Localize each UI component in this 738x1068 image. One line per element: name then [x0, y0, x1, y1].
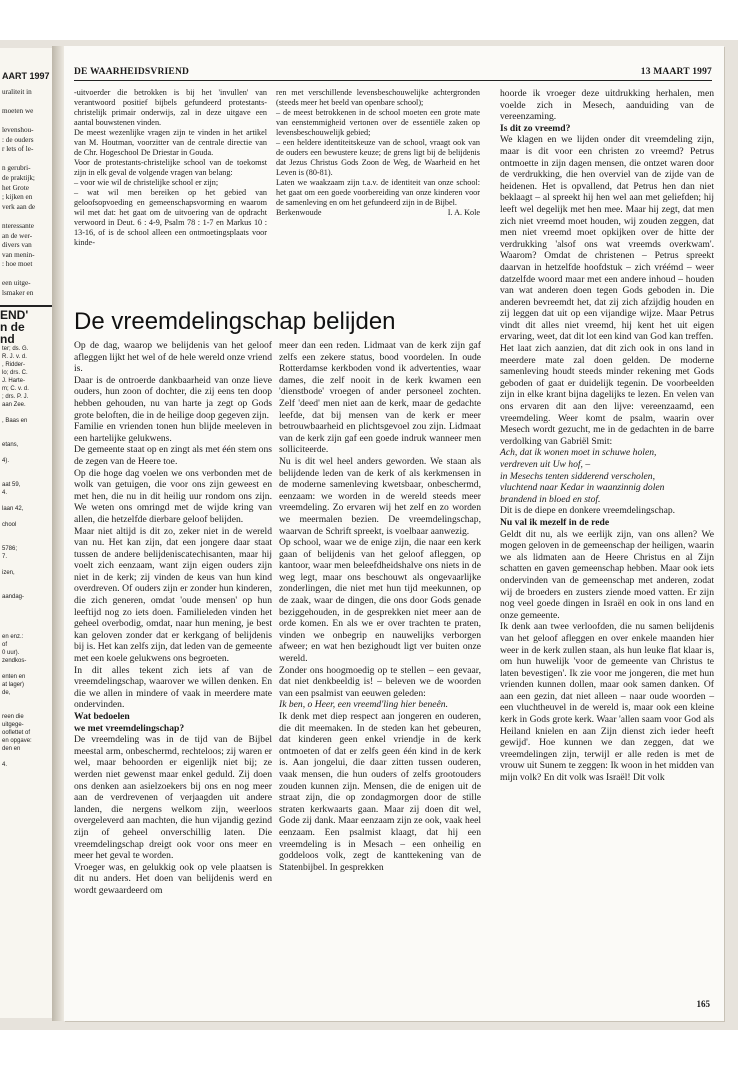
- paragraph: Geldt dit nu, als we eerlijk zijn, van ons allen? We mogen geloven in de gemeenschap der heiligen, waarin we als lidmaten aan de Heere Christus en al Zijn schatten en gaven gemeenschap hebben. Maar ook iets ondervinden van de gemeenschap met anderen, zodat wij de broeders en zusters ziende moed vatten. Er zijn nog veel goede dingen in Israël en ook in ons land en onze gemeente.: [500, 528, 714, 621]
- colophon-line: uitgege-: [2, 721, 24, 728]
- article-headline: De vreemdelingschap belijden: [74, 308, 396, 335]
- paragraph: De meest wezenlijke vragen zijn te vinden in het artikel van M. Houtman, voorzitter van de centrale directie van de Chr. Hogeschool De Driestar in Gouda.: [74, 128, 267, 157]
- section-subhead: Wat bedoelen we met vreemdelingschap?: [74, 711, 185, 734]
- paragraph: Laten we waakzaam zijn t.a.v. de identiteit van onze school: het gaat om een goede voorbereiding van onze kinderen voor de samenleving en om het gefundeerd zijn in de Bijbel.: [276, 178, 480, 207]
- colophon-line: [2, 585, 52, 593]
- colophon-line: [2, 425, 52, 433]
- colophon-line: m; C. v. d.: [2, 385, 29, 392]
- paragraph: – een heldere identiteitskeuze van de school, vraagt ook van de ouders een bewustere keuze; de grens ligt bij de belijdenis dat Jezus Christus Gods Zoon de Weg, de Waarheid en het Leven is (80-81).: [276, 138, 480, 177]
- colophon-line: zendkos-: [2, 657, 27, 664]
- left-page-text: [0, 88, 52, 299]
- left-page-line: verk aan de: [2, 202, 36, 211]
- colophon-line: [2, 409, 52, 417]
- paragraph: Nu is dit wel heel anders geworden. We staan als belijdende leden van de kerk of als kerkmensen in de moderne samenleving kwetsbaar, onbeschermd, eenzaam: we worden in de wereld steeds meer vreemdeling. Zo ervaren wij het zelf en zo worden we meermalen bezien. De vreemdelingschap, waarvan de Schrift spreekt, is voelbaar aanwezig.: [279, 455, 481, 537]
- colophon-line: [2, 665, 52, 673]
- paragraph: Ik denk aan twee verloofden, die nu samen belijdenis van het geloof afleggen en over enkele maanden hier weer in de kerk zullen staan, als hun leuke flat klaar is, om hun huwelijk 'voor de gemeente van Christus te laten bevestigen'. Ik zie voor me jongeren, die met hun vrienden kunnen dollen, maar ook samen danken. Of aan een gezin, dat niet alleen – naar oude woorden – een vluchtheuvel in de wereld is, maar ook een kleine kerk in Gods grote kerk. Waar 'allen saam voor God als Heiland knielen en aan Zijn dienst zich ieder heeft gewijd'. Hoe kunnen we dan zeggen, dat we vreemdelingen zijn, terwijl er alle reden is met de vrouw uit Sunem te zeggen: Ik woon in het midden van mijn volk? En dit volk was Israël! Dit volk: [500, 621, 714, 784]
- column-paragraphs: [500, 529, 714, 784]
- paragraph: Op school, waar we de enige zijn, die naar een kerk gaan of belijdenis van het geloof afleggen, op kantoor, waar men beleefdheidshalve ons niets in de weg legt, maar ons beschouwt als ongevaarlijke zonderlingen, die niet met hun tijd meekunnen, op de zaak, waar de dingen, die ons door Gods genade beziggehouden, in de gesprekken niet meer aan de orde komen. En als we er over trachten te praten, vinden we onbegrip en nauwelijks verborgen afweer; en wat hen bezighoudt ligt ver buiten onze wereld.: [279, 537, 481, 665]
- paragraph: – wat wil men bereiken op het gebied van geloofsopvoeding en gemeenschapsvorming en waarom wil met dat: het gaat om de uitvoering van de opdracht verwoord in Deut. 6 : 4-9, Psalm 78 : 1-7 en Markus 10 : 13-16, of is de school alleen een ontmoetingsplaats voor kinde-: [74, 188, 267, 247]
- section-subhead: Nu val ik mezelf in de rede: [500, 516, 610, 528]
- column-paragraphs: [74, 340, 272, 711]
- left-page-line: [2, 212, 52, 222]
- poem-line: verdreven uit Uw hof, –: [500, 459, 591, 470]
- intro-column-1: [74, 88, 267, 248]
- left-page-line: levenshou-: [2, 125, 34, 134]
- left-page-line: n gerubri-: [2, 164, 31, 173]
- colophon-line: ooflettet of: [2, 729, 31, 736]
- left-page-line: ; kijken en: [2, 193, 33, 202]
- section-subhead: Is dit zo vreemd?: [500, 122, 571, 134]
- paragraph: – de meest betrokkenen in de school moeten een grote mate van eenstemmigheid vertonen over de essentiële zaken op levensbeschouwelijk gebied;: [276, 108, 480, 137]
- paragraph: meer dan een reden. Lidmaat van de kerk zijn gaf zelfs een zekere status, bood voordelen. In oude Rotterdamse kerkboden vond ik advertenties, waar dames, die zelf nooit in de kerk kwamen een 'dienstbode' vroegen of ander personeel zochten. Zelf 'deed' men niet aan de kerk, maar de gedachte leefde, dat bij mensen van de kerk er meer betrouwbaarheid en plichtsgevoel zou zijn. Lidmaat van de kerk zijn gaf een goede indruk wanneer men solliciteerde.: [279, 340, 481, 456]
- colophon-line: 4.: [2, 761, 8, 768]
- colophon-line: lo; drs. C.: [2, 369, 28, 376]
- psalm-quote: Ik ben, o Heer, een vreemd'ling hier beneên.: [279, 699, 448, 711]
- colophon-line: chool: [2, 521, 17, 528]
- colophon-line: laan 42,: [2, 505, 24, 512]
- issue-date: 13 MAART 1997: [640, 67, 712, 77]
- paragraph: In dit alles tekent zich iets af van de vreemdelingschap, waarover we willen denken. En die we allen in mindere of vaak in meerdere mate ondervinden.: [74, 664, 272, 711]
- colophon-line: 4).: [2, 457, 10, 464]
- colophon-line: [2, 497, 52, 505]
- colophon-line: aandag-: [2, 593, 25, 600]
- colophon-line: , Baas en: [2, 417, 28, 424]
- left-page-line: het Grote: [2, 183, 29, 192]
- column-paragraphs: [74, 734, 272, 896]
- paragraph: Vroeger was, en gelukkig ook op vele plaatsen is dit nu anders. Het doen van belijdenis werd en wordt gewaardeerd om: [74, 861, 272, 896]
- paragraph: We klagen en we lijden onder dit vreemdeling zijn, maar is dit voor een christen zo vreemd? Petrus ontmoette in zijn dagen mensen, die ontzet waren door de verdrukking, die hen overviel van de zijde van de heidenen. Het is opvallend, dat Petrus hen dan niet beklaagt – al spreekt hij hen wel aan met geliefden; hij leeft wel degelijk met hen mee. Maar hij zegt, dat men zich niet vreemd moet houden, wij zouden zeggen, dat men niet vreemd moet opkijken over de hitte der verdrukking 'alsof ons wat vreemds overkwam'. Waarom? Omdat de christenen – Petrus spreekt daarvan in hetzelfde hoofdstuk – zich vréémd – weer datzelfde woord maar met een andere inhoud – houden van wat anderen doen tegen Gods geboden in. Die anderen bevreemdt het, dat zij zich afzijdig houden en zij leggen dat uit op een vijandige wijze. Maar Petrus vindt dit alles niet vreemd, hij kent het uit eigen ervaring, weet, dat dit lot een kind van God kan treffen.: [500, 134, 714, 343]
- left-page-colophon: [0, 305, 52, 769]
- paragraph: -uitvoerder die betrokken is bij het 'invullen' van verantwoord positief bijbels gefundeerd protestants-christelijk primair onderwijs, zal in deze uitgave een aantal bouwstenen vinden.: [74, 88, 267, 127]
- poem-line: brandend in bloed en stof.: [500, 493, 601, 505]
- colophon-line: R. J. v. d.: [2, 353, 27, 360]
- colophon-line: 4.: [2, 489, 8, 496]
- paragraph: Op de dag, waarop we belijdenis van het geloof afleggen lijkt het wel of de hele wereld onze vriend is.: [74, 340, 272, 375]
- colophon-line: [2, 561, 52, 569]
- signature-author: I. A. Kole: [447, 208, 480, 217]
- colophon-line: [2, 601, 52, 609]
- paragraph: hoorde ik vroeger deze uitdrukking herhalen, men voelde zich in Mesech, aanduiding van de vereenzaming.: [500, 88, 714, 123]
- paragraph: Zonder ons hoogmoedig op te stellen – een gevaar, dat niet denkbeeldig is! – beleven we de woorden van een psalmist van eeuwen geleden:: [279, 664, 481, 699]
- left-page-line: de praktijk;: [2, 173, 35, 182]
- left-page-line: uraliteit in: [2, 87, 32, 96]
- left-page-line: [2, 155, 52, 165]
- page-number: 165: [696, 999, 710, 1009]
- colophon-heading-line: n de: [0, 319, 25, 334]
- article-column-1: [74, 340, 272, 897]
- paragraph: De vreemdeling was in de tijd van de Bijbel meestal arm, onbeschermd, rechteloos; zij waren er wel, maar behoorden er eigenlijk niet bij; ze werden niet gewenst maar enkel geduld. Zij doen ons denken aan asielzoekers bij ons en nog meer aan de verdrevenen of verjaagden uit andere landen, die nergens welkom zijn, weerloos overgeleverd aan machten, die hun vijandig gezind zijn of geheel onverschillig laten. Die vreemdelingschap dreigt ook voor ons meer en meer het geval te worden.: [74, 734, 272, 862]
- colophon-line: [2, 617, 52, 625]
- paragraph: Maar niet altijd is dit zo, zeker niet in de wereld van nu. Het kan zijn, dat een jongere daar staat tussen de andere belijdeniscatechisanten, maar hij voelt zich eenzaam, want zijn eigen ouders zijn niet in de kerk; zij vinden de keus van hun kind overdreven. Of ouders zijn er zonder hun kinderen, die zich generen, omdat 'oude mensen' op hun leeftijd nog zo iets doen. Familieleden vinden het geheel overbodig, omdat, naar hun mening, je best kan geloven zonder dat er kerkgang of belijdenis bij is. Het kan zelfs zijn, dat leden van de gemeente met een koele gelukwens ons begroeten.: [74, 525, 272, 665]
- colophon-line: [2, 537, 52, 545]
- colophon-line: izen,: [2, 569, 15, 576]
- paragraph: Daar is de ontroerde dankbaarheid van onze lieve ouders, hun zoon of dochter, die zij eens ten doop hebben gehouden, nu van harte ja zegt op Gods grote beloften, die in de heilige doop gegeven zijn.: [74, 374, 272, 421]
- paragraph: Familie en vrienden tonen hun blijde meeleven in een hartelijke gelukwens.: [74, 421, 272, 444]
- colophon-line: [2, 753, 52, 761]
- left-page-line: r lets of le-: [2, 145, 34, 154]
- article-column-3: [500, 88, 714, 784]
- left-page-line: een uitge-: [2, 279, 31, 288]
- colophon-line: [2, 513, 52, 521]
- colophon-line: 0 uur).: [2, 649, 20, 656]
- column-paragraphs: [279, 711, 481, 873]
- poem-conclusion: Dit is de diepe en donkere vreemdelingschap.: [500, 505, 676, 517]
- colophon-lines: [0, 345, 52, 769]
- colophon-line: ter; ds. G.: [2, 345, 29, 352]
- poem-line: Ach, dat ik wonen moet in schuwe holen,: [500, 447, 657, 459]
- colophon-line: ; drs. P. J.: [2, 393, 29, 400]
- colophon-line: [2, 529, 52, 537]
- colophon-line: den en: [2, 745, 21, 752]
- left-page-title: AART 1997: [2, 71, 50, 81]
- column-paragraphs: [279, 340, 481, 699]
- colophon-heading: [0, 309, 52, 345]
- left-page-line: lsmaker en: [2, 289, 34, 298]
- colophon-line: aat 59,: [2, 481, 21, 488]
- paragraph: Voor de protestants-christelijke school van de toekomst zijn in elk geval de volgende vragen van belang:: [74, 158, 267, 177]
- colophon-line: en enz.:: [2, 633, 24, 640]
- intro-signature: [276, 208, 480, 218]
- signature-place: Berkenwoude: [276, 208, 322, 217]
- colophon-line: 7.: [2, 553, 8, 560]
- paragraph: ren met verschillende levensbeschouwelijke achtergronden (steeds meer het beeld van openbare school);: [276, 88, 480, 107]
- colophon-line: [2, 697, 52, 705]
- colophon-line: , Ridder-: [2, 361, 26, 368]
- colophon-line: de,: [2, 689, 11, 696]
- colophon-line: of: [2, 641, 8, 648]
- left-page-line: : de ouders: [2, 135, 34, 144]
- poem-line: vluchtend naar Kedar in waanzinnig dolen: [500, 482, 665, 494]
- paragraph: – voor wie wil de christelijke school er zijn;: [74, 178, 219, 187]
- left-page-line: [2, 116, 52, 126]
- colophon-line: aan Zee.: [2, 401, 26, 408]
- left-page-line: [2, 270, 52, 280]
- paragraph: De gemeente staat op en zingt als met één stem ons de zegen van de Heere toe.: [74, 444, 272, 467]
- left-page-fragment: [0, 48, 53, 1018]
- colophon-line: [2, 625, 52, 633]
- left-page-line: : hoe moet: [2, 260, 33, 269]
- intro-column-2: [276, 88, 480, 218]
- book-spine: [52, 46, 64, 1021]
- colophon-line: [2, 465, 52, 473]
- intro-paragraphs: [74, 88, 267, 248]
- paragraph: Op die hoge dag voelen we ons verbonden met de wolk van getuigen, die voor ons zijn geweest en met hen, die nu in dit heilig uur rondom ons zijn. We weten ons omringd met de wijde kring van allen, die hetzelfde dierbare geloof belijden.: [74, 467, 272, 525]
- colophon-heading-line: END': [0, 307, 29, 322]
- colophon-line: at lager): [2, 681, 25, 688]
- colophon-line: [2, 609, 52, 617]
- colophon-line: reen die: [2, 713, 24, 720]
- poem-line: in Mesechs tenten sidderend verscholen,: [500, 470, 655, 482]
- paragraph: Het laat zich aanzien, dat dit zich ook in ons land in meerdere mate zal doen gelden. De moderne samenleving houdt steeds minder rekening met Gods geboden of gaat er duidelijk tegenin. De voorbeelden zijn in elke krant bijna dagelijks te lezen. En velen van ons ervaren dit aan den lijve: vereenzaamd, een vreemdeling. Weer komt de psalm, waarin over Mesech wordt gezucht, me in de gedachten in de barre verdolking van Gabriël Smit:: [500, 343, 714, 447]
- article-column-2: [279, 340, 481, 873]
- colophon-heading-line: nd: [0, 331, 15, 346]
- left-page-line: van menin-: [2, 250, 35, 259]
- publication-title: DE WAARHEIDSVRIEND: [74, 67, 190, 77]
- poem-quote: [500, 447, 714, 505]
- left-page-line: moeten we: [2, 106, 34, 115]
- left-page-line: [2, 97, 52, 107]
- intro-paragraphs: [276, 88, 480, 208]
- colophon-line: [2, 705, 52, 713]
- colophon-line: etans,: [2, 441, 19, 448]
- magazine-page: [64, 46, 724, 1021]
- colophon-line: [2, 433, 52, 441]
- left-page-line: divers van: [2, 241, 32, 250]
- colophon-line: 5786;: [2, 545, 18, 552]
- colophon-line: en opgave:: [2, 737, 32, 744]
- colophon-line: [2, 449, 52, 457]
- paragraph: Ik denk met diep respect aan jongeren en ouderen, die dit meemaken. In de steden kan het gebeuren, dat kinderen geen enkel vriendje in de kerk ontmoeten of dat er zelfs geen één kind in de kerk is. Aan jongelui, die daar zitten tussen ouderen, vaak mensen, die hun ouders of zelfs grootouders zouden kunnen zijn. Mensen, die de enigen uit de straat zijn, die op zondagmorgen door de stille straten kerkwaarts gaan. Maar zij doen dit wel, Gode zij dank. Maar eenzaam zijn ze ook, vaak heel eenzaam. Een psalmist klaagt, dat hij een vreemdeling is in Mesach – een onheilig en goddeloos volk, zegt de kanttekening van de Statenbijbel. In gesprekken: [279, 711, 481, 873]
- colophon-line: [2, 577, 52, 585]
- colophon-line: enten en: [2, 673, 26, 680]
- colophon-line: J. Harte-: [2, 377, 26, 384]
- column-paragraphs: [500, 134, 714, 447]
- left-page-line: an de wer-: [2, 231, 33, 240]
- colophon-line: [2, 473, 52, 481]
- left-page-line: nteressante: [2, 221, 34, 230]
- running-head: [74, 66, 712, 81]
- column-paragraphs: [500, 88, 714, 123]
